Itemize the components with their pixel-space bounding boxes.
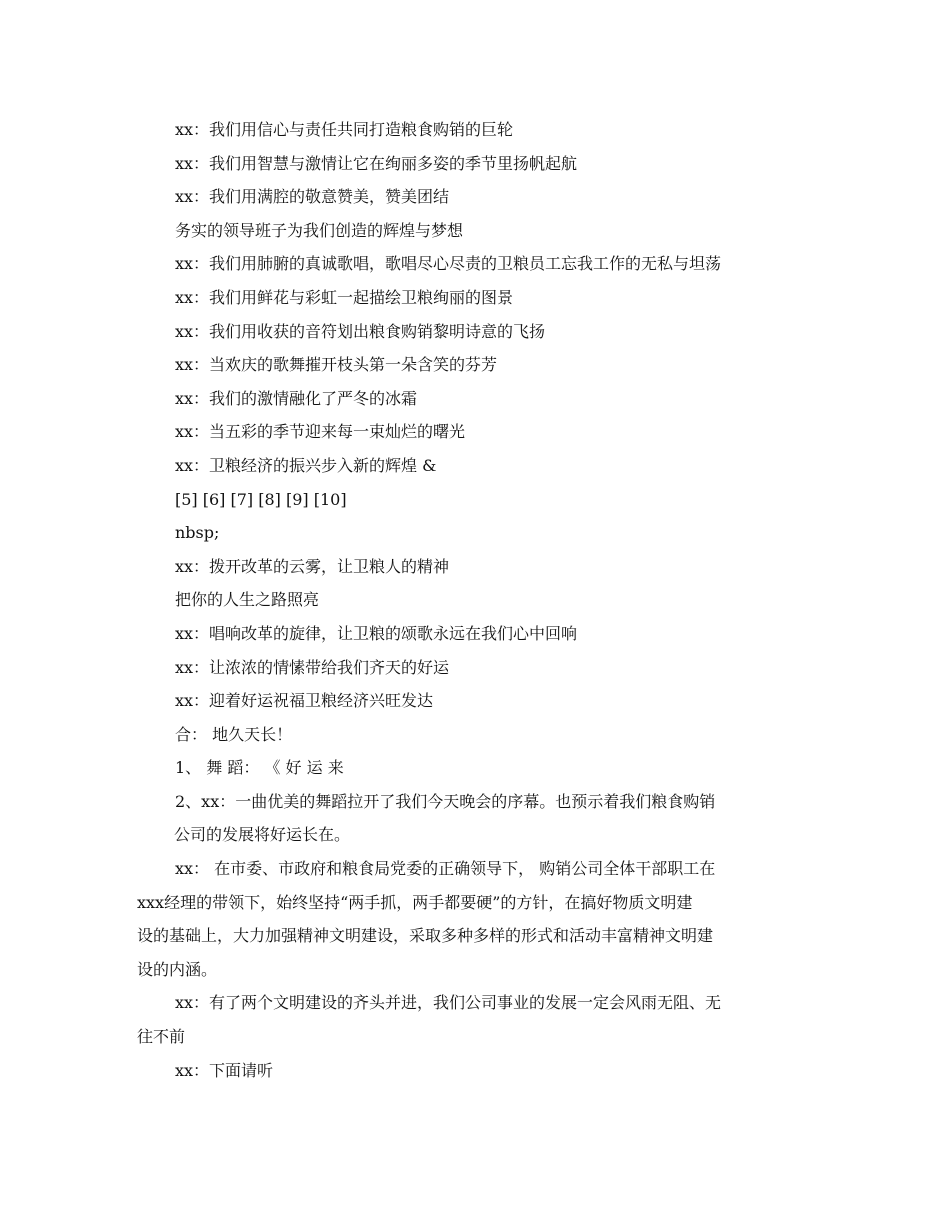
text-line: xx：我们的激情融化了严冬的冰霜	[175, 388, 418, 408]
paragraph-line: 设的基础上，大力加强精神文明建设，采取多种多样的形式和活动丰富精神文明建	[137, 926, 714, 946]
text-line: xx：拨开改革的云雾，让卫粮人的精神	[175, 556, 450, 576]
text-line: xx：我们用鲜花与彩虹一起描绘卫粮绚丽的图景	[175, 287, 514, 307]
paragraph-line: 设的内涵。	[137, 959, 218, 979]
page-links-line: [5] [6] [7] [8] [9] [10]	[175, 489, 347, 509]
text-line: xx：我们用信心与责任共同打造粮食购销的巨轮	[175, 120, 514, 139]
text-line: xx：迎着好运祝福卫粮经济兴旺发达	[175, 691, 434, 711]
text-line: 合： 地久天长！	[175, 724, 293, 744]
paragraph-first-line: xx： 在市委、市政府和粮食局党委的正确领导下， 购销公司全体干部职工在	[175, 859, 716, 879]
text-line: nbsp;	[175, 523, 220, 543]
paragraph-first-line: xx：有了两个文明建设的齐头并进，我们公司事业的发展一定会风雨无阻、无	[175, 993, 722, 1013]
text-line: xx：我们用智慧与激情让它在绚丽多姿的季节里扬帆起航	[175, 153, 578, 173]
paragraph-line: xxx经理的带领下，始终坚持“两手抓，两手都要硬”的方针，在搞好物质文明建	[137, 892, 693, 912]
text-line: 务实的领导班子为我们创造的辉煌与梦想	[175, 220, 464, 240]
paragraph-first-line: xx：下面请听	[175, 1060, 274, 1080]
text-line: xx：唱响改革的旋律，让卫粮的颂歌永远在我们心中回响	[175, 623, 578, 643]
text-line: xx：当五彩的季节迎来每一束灿烂的曙光	[175, 422, 466, 442]
paragraph-4	[175, 1054, 815, 1088]
paragraph-2	[137, 852, 815, 986]
text-line: xx：我们用收获的音符划出粮食购销黎明诗意的飞扬	[175, 321, 546, 341]
text-line: 1、 舞 蹈： 《 好 运 来	[175, 758, 344, 778]
text-line: xx：我们用满腔的敬意赞美，赞美团结	[175, 187, 450, 207]
text-line: xx：让浓浓的情愫带给我们齐天的好运	[175, 657, 450, 677]
text-line: xx：我们用肺腑的真诚歌唱，歌唱尽心尽责的卫粮员工忘我工作的无私与坦荡	[175, 254, 722, 274]
paragraph-line: 往不前	[137, 1027, 186, 1047]
text-line: xx：当欢庆的歌舞摧开枝头第一朵含笑的芬芳	[175, 355, 498, 375]
text-line: 把你的人生之路照亮	[175, 590, 320, 610]
document-body	[137, 113, 815, 1087]
paragraph-line: 公司的发展将好运长在。	[174, 825, 351, 845]
text-line: xx：卫粮经济的振兴步入新的辉煌 &	[175, 455, 437, 475]
paragraph-first-line: 2、xx：一曲优美的舞蹈拉开了我们今天晚会的序幕。也预示着我们粮食购销	[175, 791, 716, 811]
paragraph-1	[175, 785, 815, 852]
paragraph-3	[137, 986, 815, 1053]
